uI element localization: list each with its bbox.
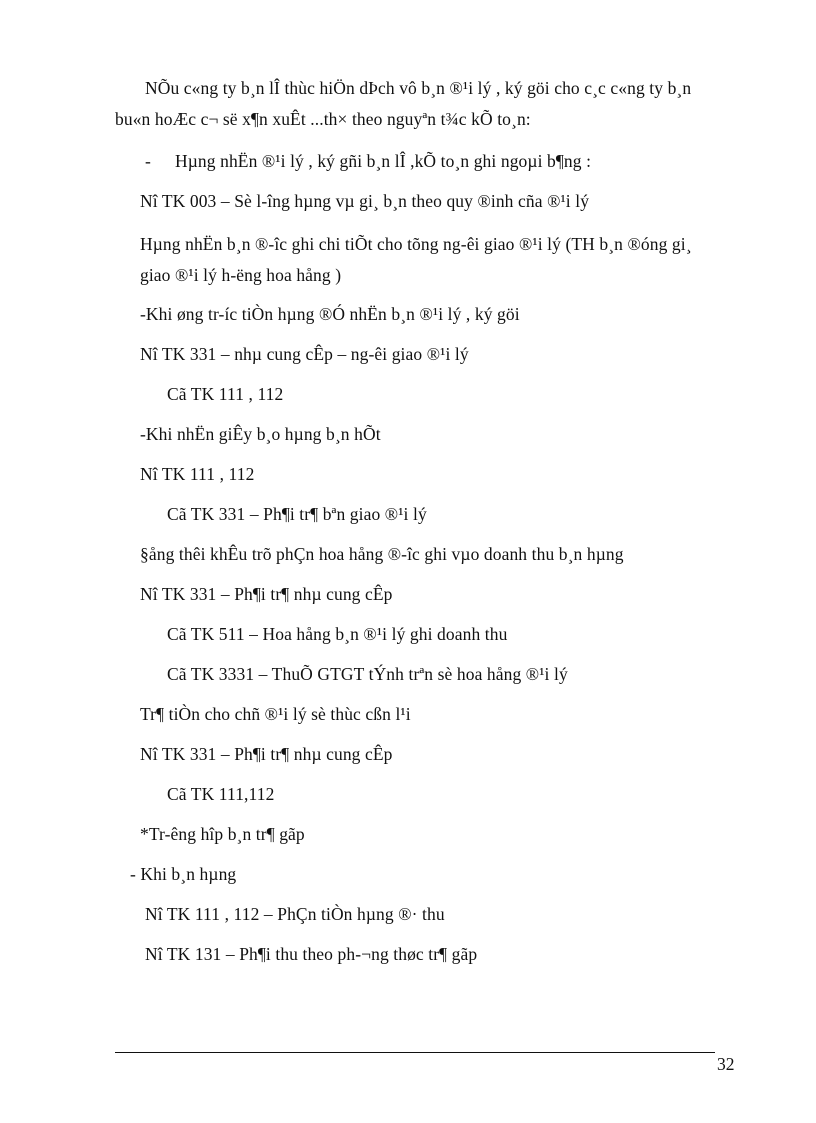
entry-line: Nî TK 003 – Sè l-îng hµng vµ gi¸ b¸n theo quy ®inh cña ®¹i lý bbox=[140, 191, 590, 211]
paragraph-line: Hµng nhËn b¸n ®-îc ghi chi tiÕt cho tõng ng-êi giao ®¹i lý (TH b¸n ®óng gi¸ bbox=[140, 234, 692, 254]
paragraph-line: -Khi nhËn giÊy b¸o hµng b¸n hÕt bbox=[140, 424, 381, 444]
page-number: 32 bbox=[717, 1054, 735, 1074]
paragraph-line: §ång thêi khÊu trõ phÇn hoa hång ®-îc ghi vµo doanh thu b¸n hµng bbox=[140, 544, 624, 564]
entry-line: Nî TK 331 – nhµ cung cÊp – ng-êi giao ®¹i lý bbox=[140, 344, 469, 364]
paragraph-line: bu«n hoÆc c¬ së x¶n xuÊt ...th× theo nguyªn t¾c kÕ to¸n: bbox=[115, 109, 531, 129]
list-dash: - bbox=[145, 151, 151, 171]
paragraph-line: -Khi øng tr-íc tiÒn hµng ®Ó nhËn b¸n ®¹i lý , ký göi bbox=[140, 304, 520, 324]
paragraph-line: giao ®¹i lý h-ëng hoa hång ) bbox=[140, 265, 342, 285]
entry-line: Cã TK 511 – Hoa hång b¸n ®¹i lý ghi doanh thu bbox=[167, 624, 508, 644]
entry-line: Nî TK 331 – Ph¶i tr¶ nhµ cung cÊp bbox=[140, 744, 393, 764]
paragraph-line: NÕu c«ng ty b¸n lÎ thùc hiÖn dÞch vô b¸n ®¹i lý , ký göi cho c¸c c«ng ty b¸n bbox=[145, 78, 692, 98]
entry-line: Nî TK 331 – Ph¶i tr¶ nhµ cung cÊp bbox=[140, 584, 393, 604]
entry-line: Cã TK 3331 – ThuÕ GTGT tÝnh trªn sè hoa hång ®¹i lý bbox=[167, 664, 568, 684]
entry-line: Nî TK 111 , 112 bbox=[140, 464, 255, 484]
entry-line: Cã TK 331 – Ph¶i tr¶ bªn giao ®¹i lý bbox=[167, 504, 427, 524]
section-heading: *Tr-êng hîp b¸n tr¶ gãp bbox=[140, 824, 305, 844]
footer-rule bbox=[115, 1052, 715, 1053]
entry-line: Cã TK 111,112 bbox=[167, 784, 275, 804]
paragraph-line: Hµng nhËn ®¹i lý , ký gñi b¸n lÎ ,kÕ to¸n ghi ngoµi b¶ng : bbox=[175, 151, 592, 171]
paragraph-line: Tr¶ tiÒn cho chñ ®¹i lý sè thùc cßn l¹i bbox=[140, 704, 411, 724]
entry-line: Nî TK 111 , 112 – PhÇn tiÒn hµng ®· thu bbox=[145, 904, 445, 924]
entry-line: Cã TK 111 , 112 bbox=[167, 384, 284, 404]
paragraph-line: - Khi b¸n hµng bbox=[130, 864, 237, 884]
entry-line: Nî TK 131 – Ph¶i thu theo ph-¬ng thøc tr¶ gãp bbox=[145, 944, 478, 964]
